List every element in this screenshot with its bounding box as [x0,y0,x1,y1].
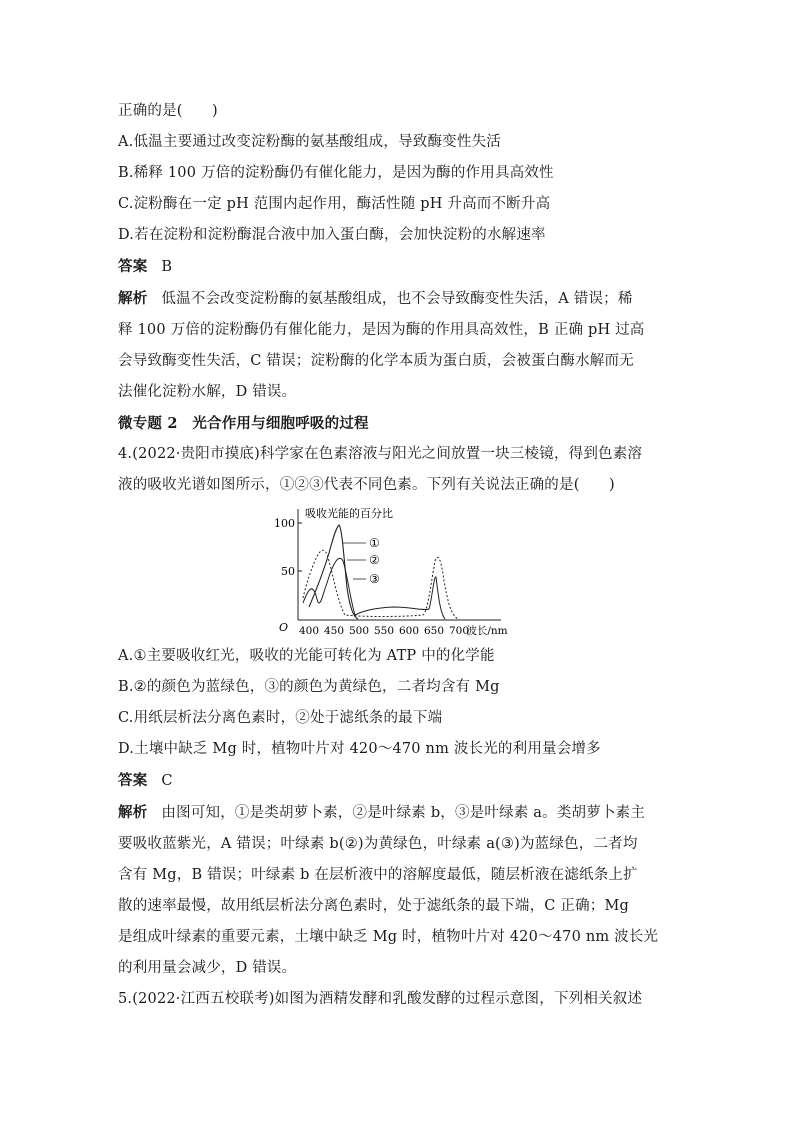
curve-label-1: ① [369,536,380,550]
analysis-text: 低温不会改变淀粉酶的氨基酸组成，也不会导致酶变性失活，A 错误；稀 [161,291,633,307]
x-axis-title: 波长/nm [466,625,508,637]
answer-value: B [161,259,173,275]
analysis-label: 解析 [118,804,148,821]
answer-label: 答案 [118,258,148,275]
curve-pigment-1 [309,525,358,619]
x-tick-label: 450 [323,625,345,637]
q4-analysis-line: 散的速率最慢，故用纸层析法分离色素时，处于滤纸条的最下端，C 正确；Mg [118,898,630,914]
q3-option-b: B.稀释 100 万倍的淀粉酶仍有催化能力，是因为酶的作用具高效性 [118,165,554,181]
q4-analysis-line: 是组成叶绿素的重要元素，土壤中缺乏 Mg 时，植物叶片对 420～470 nm 波长光 [118,929,659,945]
q4-option-c: C.用纸层析法分离色素时，②处于滤纸条的最下端 [118,710,443,726]
q4-stem-line: 4.(2022·贵阳市摸底)科学家在色素溶液与阳光之间放置一块三棱镜，得到色素溶 [118,446,643,462]
y-axis-title: 吸收光能的百分比 [305,507,393,520]
absorption-spectrum-chart [273,503,523,639]
answer-label: 答案 [118,772,148,789]
x-tick-label: 600 [398,625,420,637]
q4-stem-line: 液的吸收光谱如图所示，①②③代表不同色素。下列有关说法正确的是( ) [118,477,615,493]
y-tick-label-100: 100 [274,517,295,530]
q3-analysis-line: 法催化淀粉水解，D 错误。 [118,384,297,400]
q4-analysis-line: 的利用量会减少，D 错误。 [118,960,297,976]
q4-option-b: B.②的颜色为蓝绿色，③的颜色为黄绿色，二者均含有 Mg [118,679,500,695]
curve-label-3: ③ [369,572,380,586]
q3-analysis-line [118,283,684,315]
origin-label: O [278,621,288,634]
q3-option-a: A.低温主要通过改变淀粉酶的氨基酸组成，导致酶变性失活 [118,134,501,150]
absorption-spectrum-figure [118,501,684,641]
x-tick-label: 700 [448,625,470,637]
q4-analysis-line: 含有 Mg，B 错误；叶绿素 b 在层析液中的溶解度最低，随层析液在滤纸条上扩 [118,867,638,883]
document-page [118,96,684,1015]
x-tick-label: 500 [348,625,370,637]
q3-analysis-line: 会导致酶变性失活，C 错误；淀粉酶的化学本质为蛋白质，会被蛋白酶水解而无 [118,353,634,369]
q4-analysis-line: 要吸收蓝紫光，A 错误；叶绿素 b(②)为黄绿色，叶绿素 a(③)为蓝绿色，二者均 [118,836,638,852]
curve-label-2: ② [369,553,380,567]
q3-option-c: C.淀粉酶在一定 pH 范围内起作用，酶活性随 pH 升高而不断升高 [118,196,551,212]
y-tick-label-50: 50 [281,565,295,578]
q4-analysis-line [118,797,684,829]
q4-option-a: A.①主要吸收红光，吸收的光能可转化为 ATP 中的化学能 [118,648,495,664]
q3-stem-end: 正确的是( ) [118,103,218,119]
q3-analysis-line: 释 100 万倍的淀粉酶仍有催化能力，是因为酶的作用具高效性，B 正确 pH 过高 [118,322,645,338]
x-tick-label: 650 [423,625,445,637]
analysis-text: 由图可知，①是类胡萝卜素，②是叶绿素 b，③是叶绿素 a。类胡萝卜素主 [161,805,646,821]
q3-option-d: D.若在淀粉和淀粉酶混合液中加入蛋白酶，会加快淀粉的水解速率 [118,227,546,243]
x-tick-label: 550 [373,625,395,637]
q4-answer [118,765,684,797]
section-title: 微专题 2 光合作用与细胞呼吸的过程 [118,415,369,432]
q3-answer [118,251,684,283]
analysis-label: 解析 [118,290,148,307]
answer-value: C [161,773,173,789]
q4-option-d: D.土壤中缺乏 Mg 时，植物叶片对 420～470 nm 波长光的利用量会增多 [118,741,601,757]
x-tick-label: 400 [298,625,320,637]
q5-stem-line: 5.(2022·江西五校联考)如图为酒精发酵和乳酸发酵的过程示意图，下列相关叙述 [118,991,643,1007]
